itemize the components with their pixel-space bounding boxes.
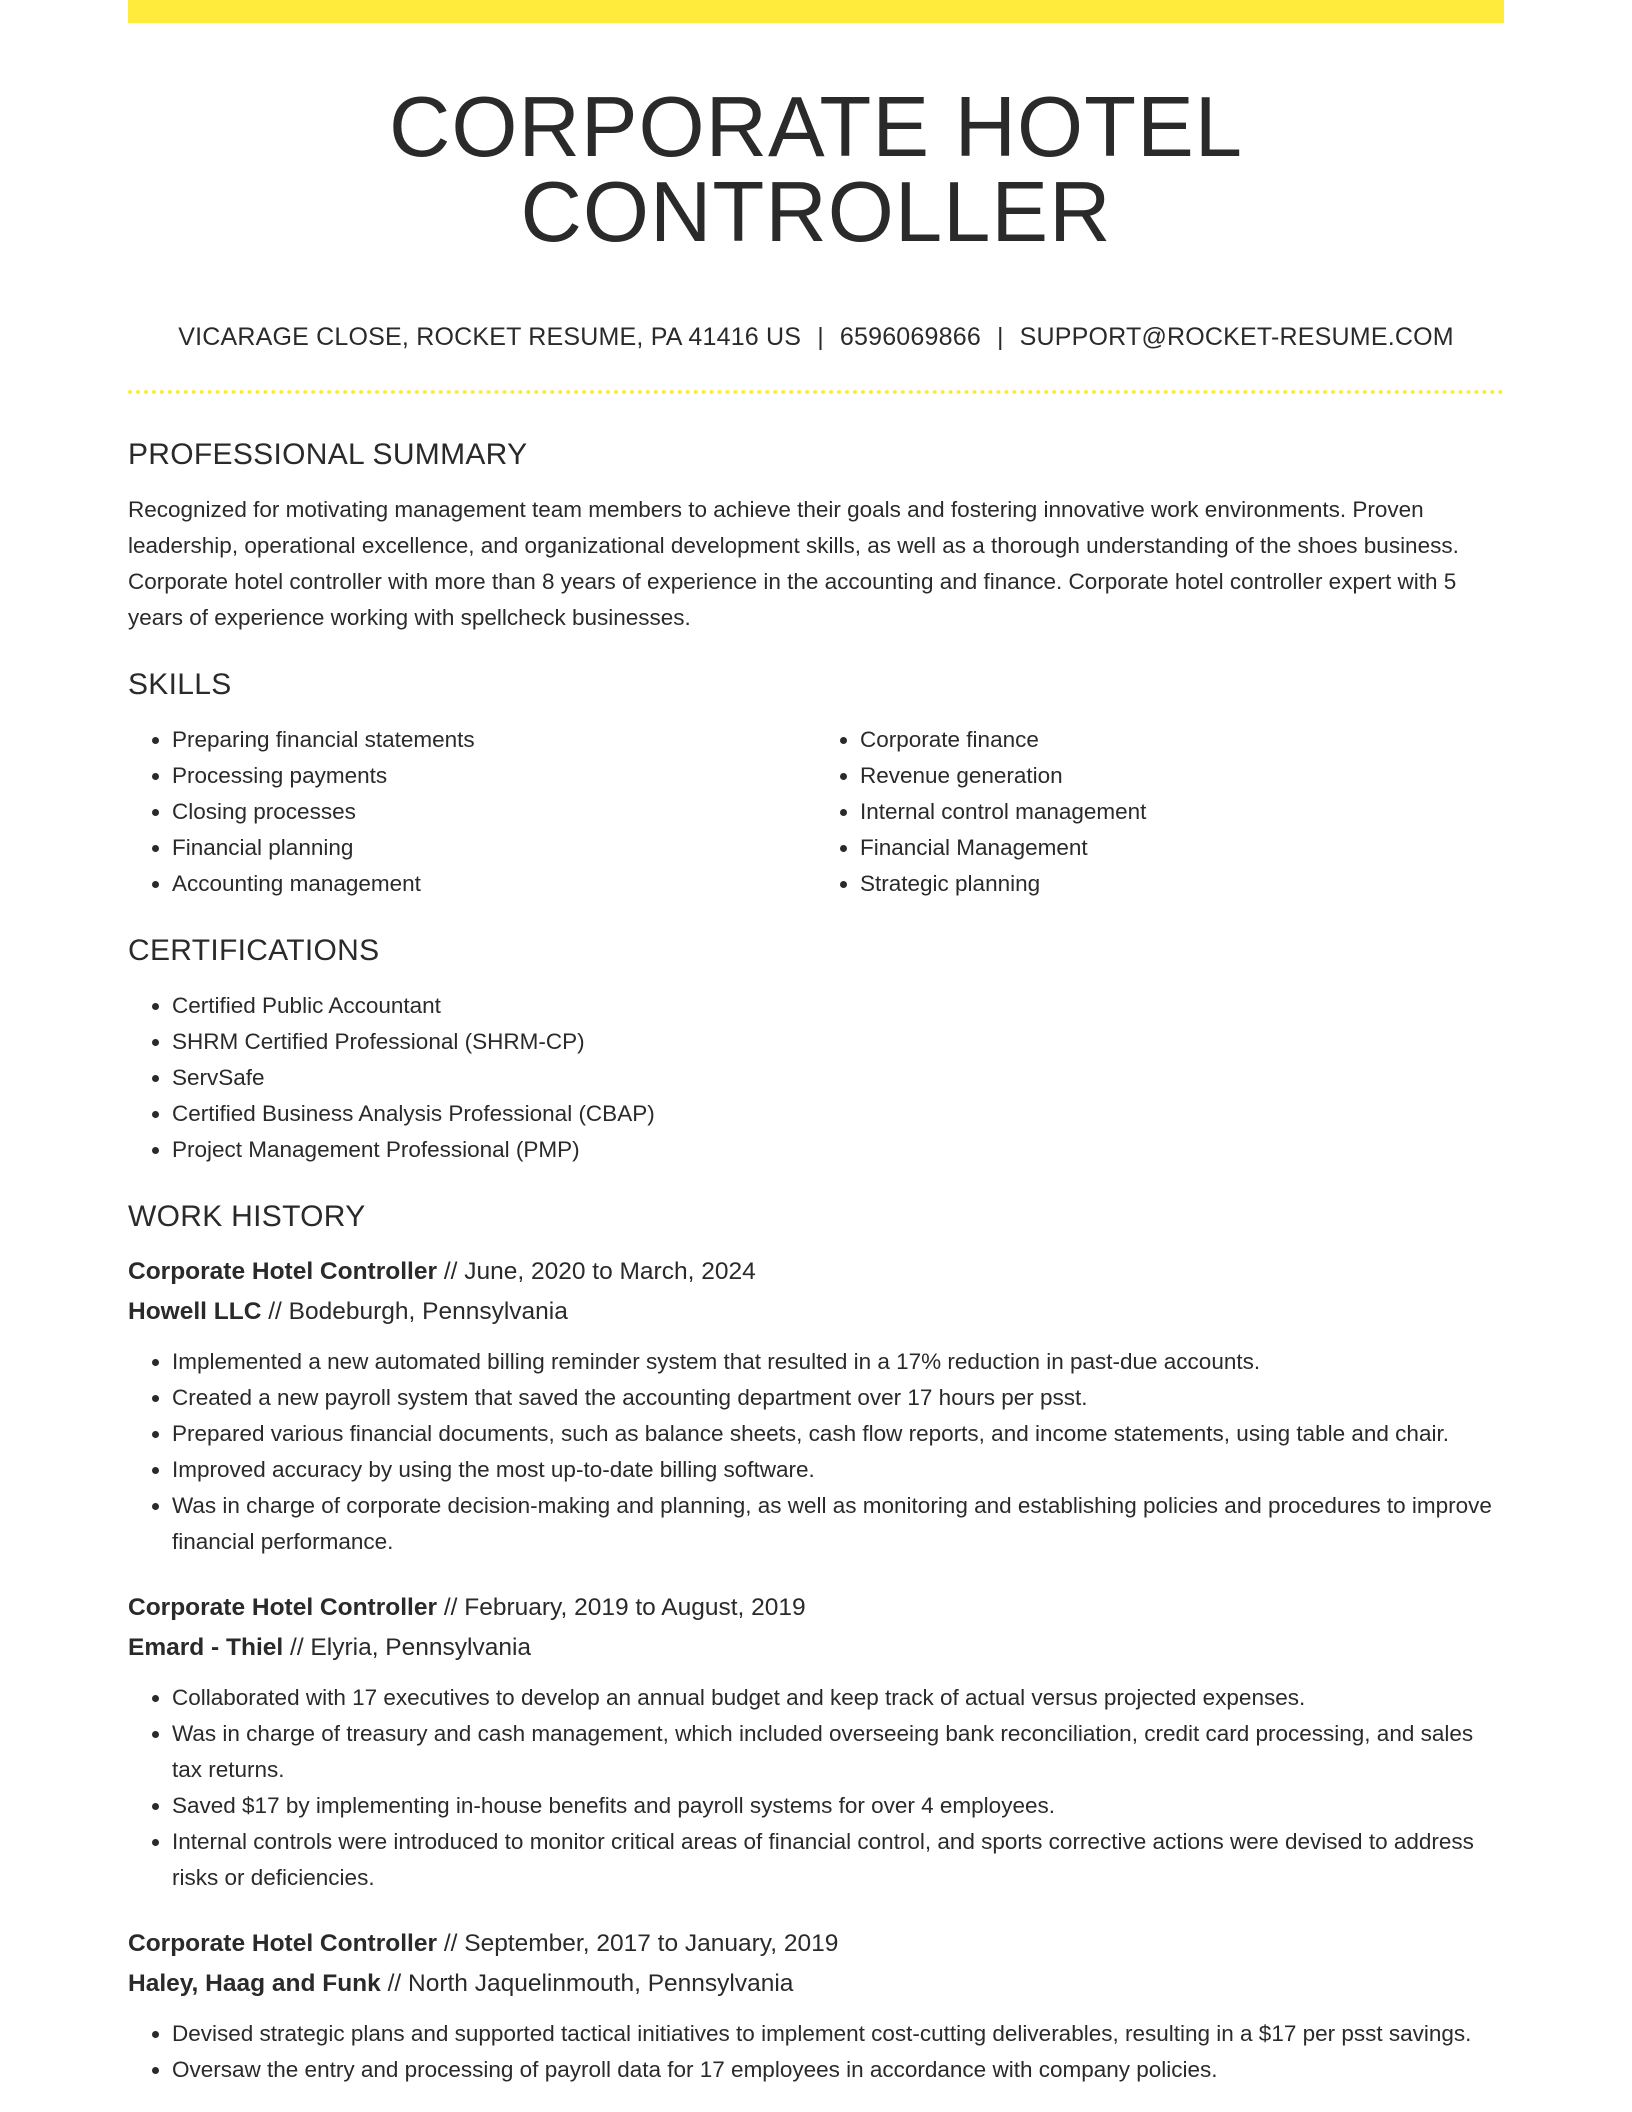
list-item: • Prepared various financial documents, such as balance sheets, cash flow reports, and income statements, using table and chair. bbox=[172, 1416, 1504, 1452]
list-item: • Preparing financial statements bbox=[172, 722, 816, 758]
list-item: • Internal controls were introduced to monitor critical areas of financial control, and sports corrective actions were devised to address risks or deficiencies. bbox=[172, 1824, 1504, 1896]
skills-section bbox=[128, 668, 1504, 902]
certifications-section bbox=[128, 934, 1504, 1168]
list-item: • Certified Public Accountant bbox=[172, 988, 1504, 1024]
list-item: • Saved $17 by implementing in-house benefits and payroll systems for over 4 employees. bbox=[172, 1788, 1504, 1824]
list-item: • Certified Business Analysis Professional (CBAP) bbox=[172, 1096, 1504, 1132]
list-item: • Financial Management bbox=[860, 830, 1504, 866]
list-item: • Was in charge of corporate decision-making and planning, as well as monitoring and establishing policies and procedures to improve financial performance. bbox=[172, 1488, 1504, 1560]
job-company: Haley, Haag and Funk bbox=[128, 1970, 381, 1997]
certifications-list bbox=[128, 988, 1504, 1168]
job-bullets bbox=[128, 1344, 1504, 1560]
resume-page bbox=[128, 0, 1504, 2088]
job-company-line bbox=[128, 1628, 1504, 1668]
contact-separator: | bbox=[996, 323, 1004, 351]
job-location: // Elyria, Pennsylvania bbox=[290, 1634, 532, 1661]
list-item: • Created a new payroll system that saved the accounting department over 17 hours per psst. bbox=[172, 1380, 1504, 1416]
job-title-line bbox=[128, 1252, 1504, 1292]
job-title: Corporate Hotel Controller bbox=[128, 1594, 437, 1621]
list-item: • SHRM Certified Professional (SHRM-CP) bbox=[172, 1024, 1504, 1060]
list-item: • Accounting management bbox=[172, 866, 816, 902]
job-bullets bbox=[128, 1680, 1504, 1896]
list-item: • Collaborated with 17 executives to develop an annual budget and keep track of actual versus projected expenses. bbox=[172, 1680, 1504, 1716]
contact-address: VICARAGE CLOSE, ROCKET RESUME, PA 41416 US bbox=[178, 323, 802, 351]
top-accent-bar bbox=[128, 0, 1504, 23]
skills-columns bbox=[128, 722, 1504, 902]
list-item: • Internal control management bbox=[860, 794, 1504, 830]
contact-email: SUPPORT@ROCKET-RESUME.COM bbox=[1019, 323, 1454, 351]
job-entry bbox=[128, 1252, 1504, 1560]
list-item: • Corporate finance bbox=[860, 722, 1504, 758]
list-item: • Revenue generation bbox=[860, 758, 1504, 794]
list-item: • Project Management Professional (PMP) bbox=[172, 1132, 1504, 1168]
skills-heading: SKILLS bbox=[128, 668, 232, 701]
job-dates: // June, 2020 to March, 2024 bbox=[443, 1258, 756, 1285]
skills-list-right bbox=[816, 722, 1504, 902]
job-title: Corporate Hotel Controller bbox=[128, 1930, 437, 1957]
job-company: Emard - Thiel bbox=[128, 1634, 284, 1661]
list-item: • Devised strategic plans and supported tactical initiatives to implement cost-cutting deliverables, resulting in a $17 per psst savings. bbox=[172, 2016, 1504, 2052]
list-item: • Strategic planning bbox=[860, 866, 1504, 902]
summary-section bbox=[128, 438, 1504, 636]
job-company-line bbox=[128, 1292, 1504, 1332]
job-company-line bbox=[128, 1964, 1504, 2004]
skills-list-left bbox=[128, 722, 816, 902]
job-entry bbox=[128, 1924, 1504, 2088]
list-item: • Oversaw the entry and processing of payroll data for 17 employees in accordance with company policies. bbox=[172, 2052, 1504, 2088]
list-item: • Financial planning bbox=[172, 830, 816, 866]
job-bullets bbox=[128, 2016, 1504, 2088]
list-item: • ServSafe bbox=[172, 1060, 1504, 1096]
contact-phone: 6596069866 bbox=[839, 323, 981, 351]
job-location: // North Jaquelinmouth, Pennsylvania bbox=[387, 1970, 794, 1997]
summary-text: Recognized for motivating management team members to achieve their goals and fostering innovative work environments. Proven leadership, operational excellence, and organizational development skills, as well as a thorough understanding of the shoes business. Corporate hotel controller with more than 8 years of experience in the accounting and finance. Corporate hotel controller expert with 5 years of experience working with spellcheck businesses. bbox=[128, 497, 1459, 630]
job-dates: // February, 2019 to August, 2019 bbox=[443, 1594, 806, 1621]
header-divider bbox=[128, 390, 1504, 394]
job-title-line bbox=[128, 1924, 1504, 1964]
job-dates: // September, 2017 to January, 2019 bbox=[443, 1930, 839, 1957]
work-history-heading: WORK HISTORY bbox=[128, 1200, 366, 1233]
list-item: • Was in charge of treasury and cash management, which included overseeing bank reconciliation, credit card processing, and sales tax returns. bbox=[172, 1716, 1504, 1788]
list-item: • Processing payments bbox=[172, 758, 816, 794]
job-location: // Bodeburgh, Pennsylvania bbox=[268, 1298, 568, 1325]
job-company: Howell LLC bbox=[128, 1298, 262, 1325]
list-item: • Improved accuracy by using the most up-to-date billing software. bbox=[172, 1452, 1504, 1488]
contact-line bbox=[128, 323, 1504, 352]
contact-separator: | bbox=[817, 323, 824, 351]
summary-heading: PROFESSIONAL SUMMARY bbox=[128, 438, 528, 471]
list-item: • Implemented a new automated billing reminder system that resulted in a 17% reduction in past-due accounts. bbox=[172, 1344, 1504, 1380]
work-history-section bbox=[128, 1200, 1504, 2088]
resume-name: CORPORATE HOTEL CONTROLLER bbox=[388, 80, 1244, 260]
job-entry bbox=[128, 1588, 1504, 1896]
certifications-heading: CERTIFICATIONS bbox=[128, 934, 380, 967]
job-title-line bbox=[128, 1588, 1504, 1628]
list-item: • Closing processes bbox=[172, 794, 816, 830]
job-title: Corporate Hotel Controller bbox=[128, 1258, 437, 1285]
